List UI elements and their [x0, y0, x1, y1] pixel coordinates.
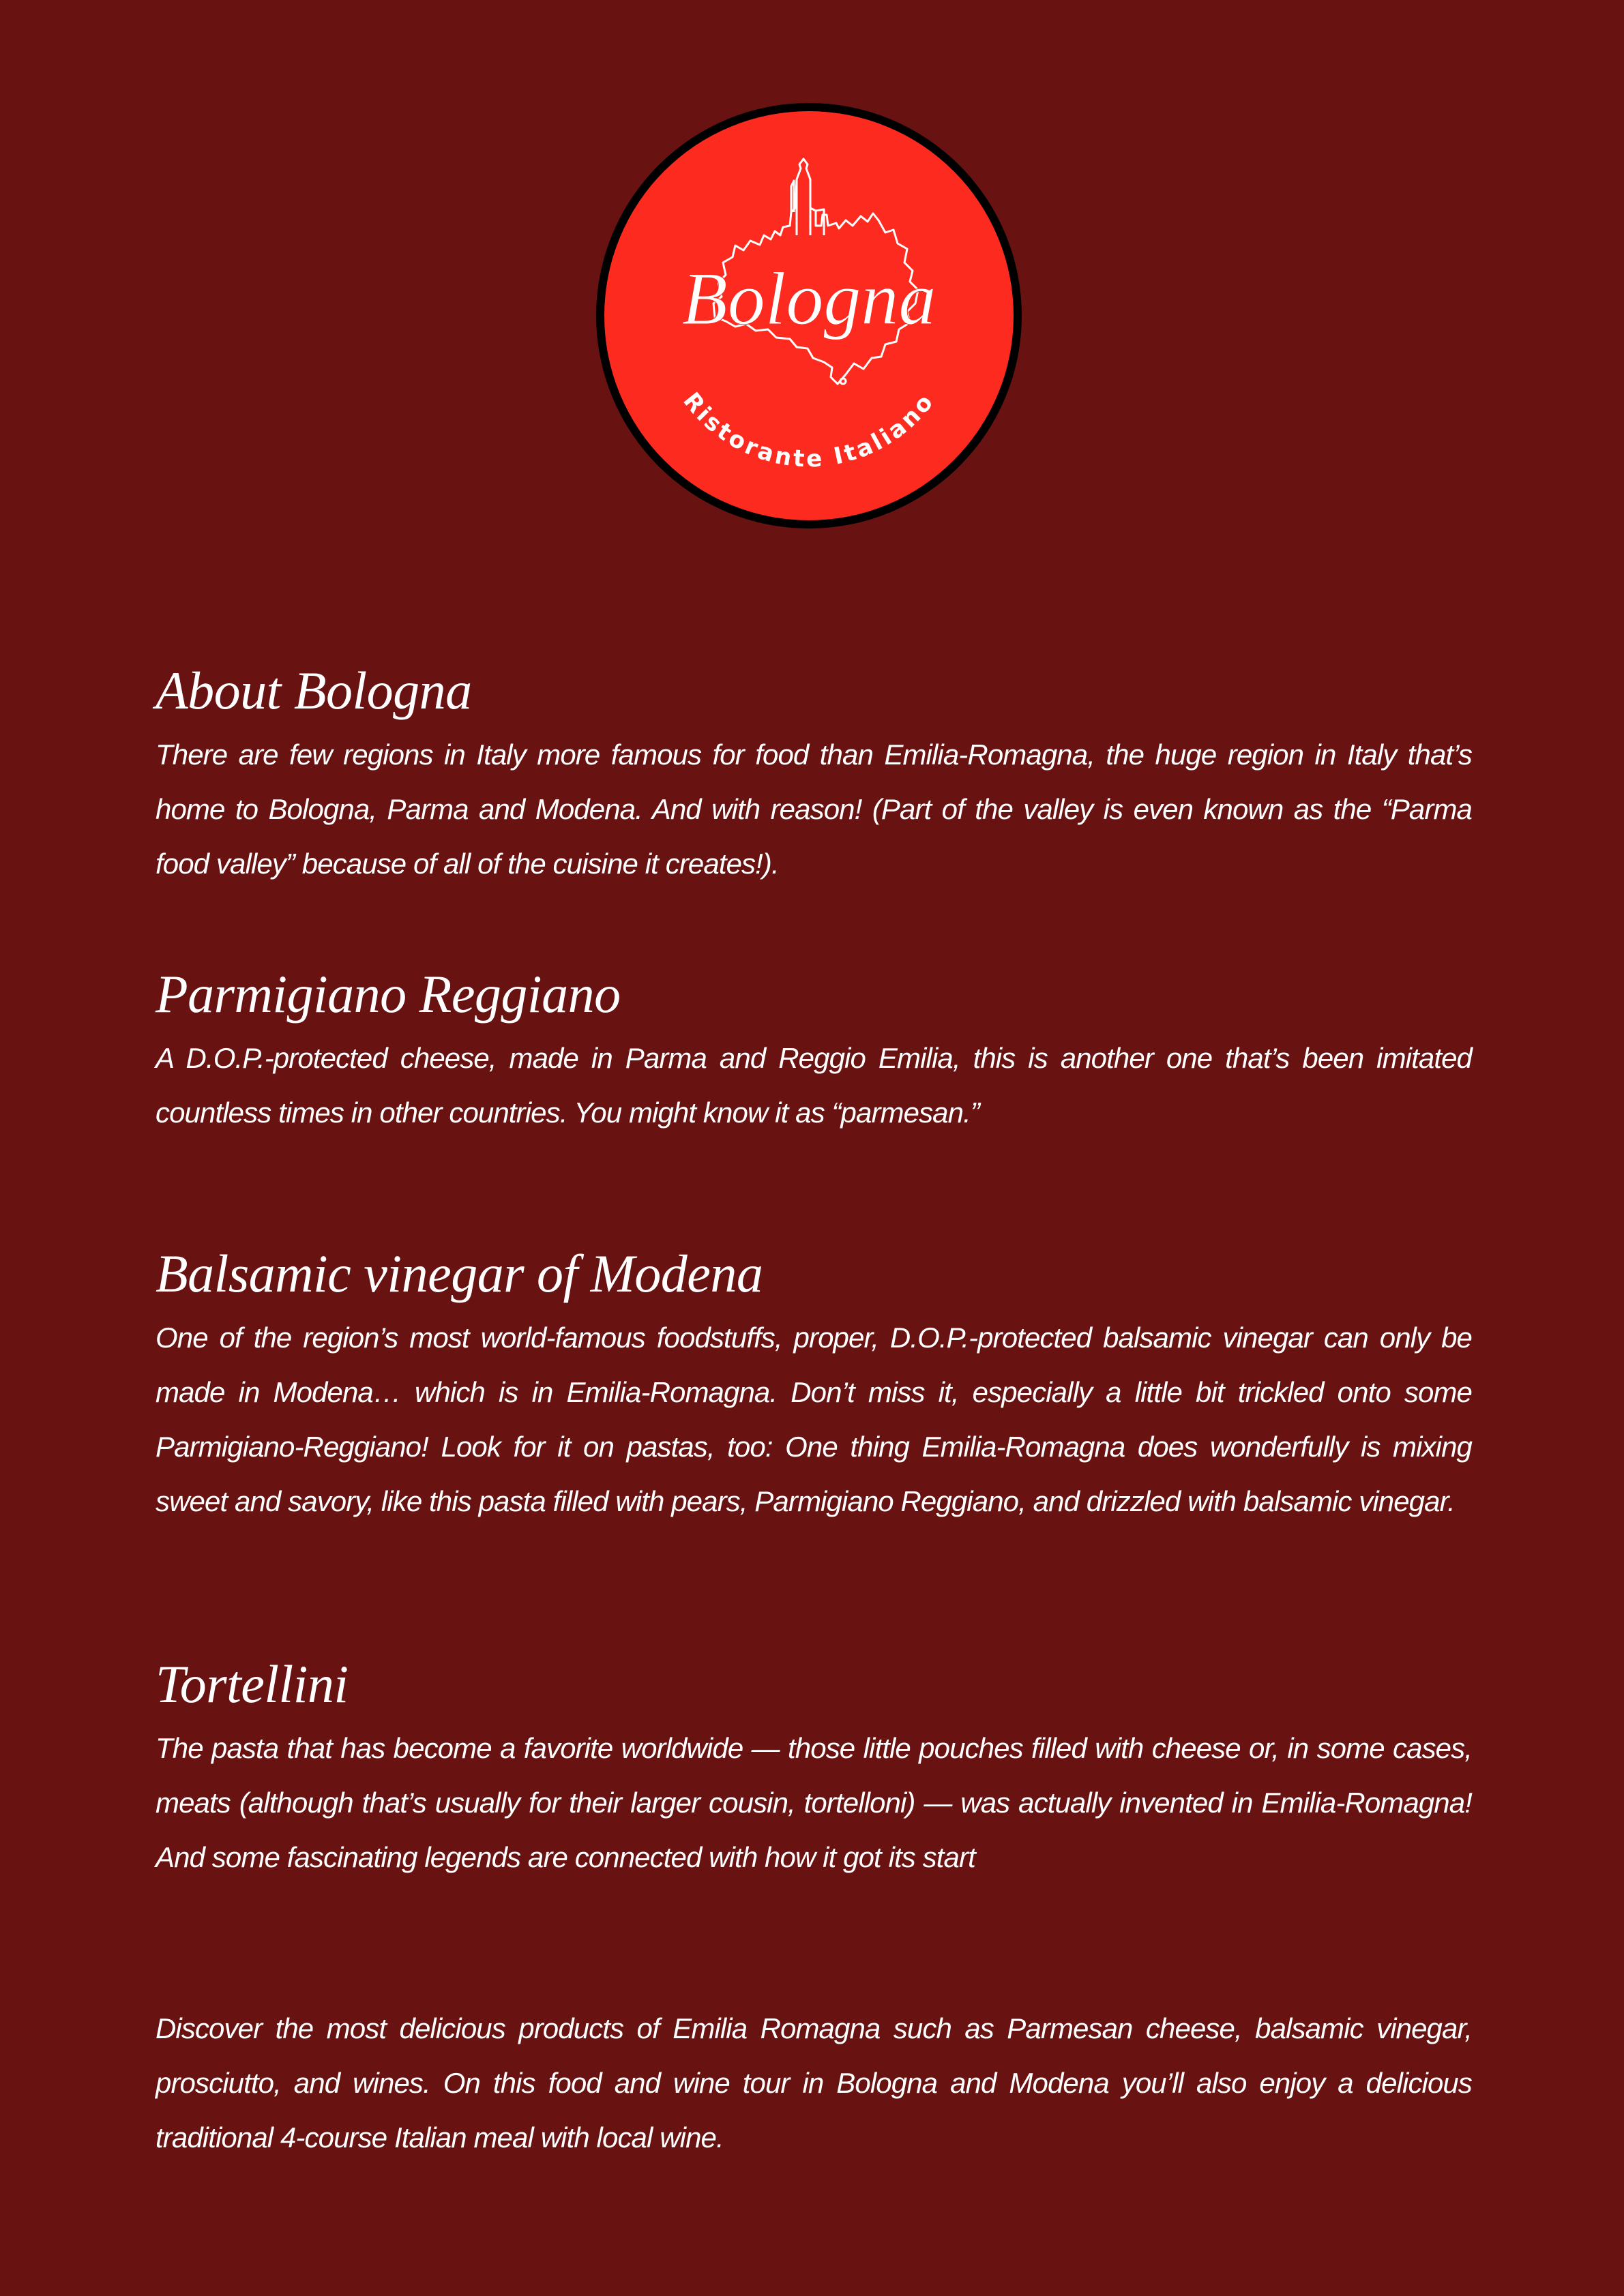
logo-subtitle: Ristorante Italiano [677, 387, 941, 473]
section-body-tortellini: The pasta that has become a favorite worldwide — those little pouches filled with cheese or, in some cases, meats (although that’s usually for their larger cousin, tortelloni) — was actually invented in Emilia-Romagna! And some fascinating legends are connected with how it got its start [156, 1732, 1472, 1873]
section-body-about: There are few regions in Italy more famous for food than Emilia-Romagna, the huge region in Italy that’s home to Bologna, Parma and Modena. And with reason! (Part of the valley is even known as the “Parma food valley” because of all of the cuisine it creates!). [156, 739, 1472, 880]
section-title-about: About Bologna [156, 661, 472, 720]
section-parmigiano [156, 961, 1472, 1140]
section-body-balsamic: One of the region’s most world-famous foodstuffs, proper, D.O.P.-protected balsamic vinegar can only be made in Modena… which is in Emilia-Romagna. Don’t miss it, especially a little bit trickled onto some Parmigiano-Reggiano! Look for it on pastas, too: One thing Emilia-Romagna does wonderfully is mixing sweet and savory, like this pasta filled with pears, Parmigiano Reggiano, and drizzled with balsamic vinegar. [156, 1322, 1472, 1517]
section-body-parmigiano: A D.O.P.-protected cheese, made in Parma and Reggio Emilia, this is another one that’s been imitated countless times in other countries. You might know it as “parmesan.” [156, 1042, 1472, 1129]
restaurant-logo [592, 99, 1026, 533]
logo-brand-name: Bologna [681, 257, 936, 340]
section-title-parmigiano: Parmigiano Reggiano [156, 964, 621, 1024]
section-closing [156, 2001, 1472, 2165]
section-title-balsamic: Balsamic vinegar of Modena [156, 1244, 763, 1303]
section-tortellini [156, 1652, 1472, 1885]
section-about-bologna [156, 658, 1472, 891]
section-title-tortellini: Tortellini [156, 1654, 349, 1714]
closing-paragraph: Discover the most delicious products of Emilia Romagna such as Parmesan cheese, balsamic vinegar, prosciutto, and wines. On this food and wine tour in Bologna and Modena you’ll also enjoy a delicious traditional 4-course Italian meal with local wine. [156, 2012, 1472, 2153]
logo-emblem [592, 99, 1026, 533]
section-balsamic [156, 1241, 1472, 1529]
